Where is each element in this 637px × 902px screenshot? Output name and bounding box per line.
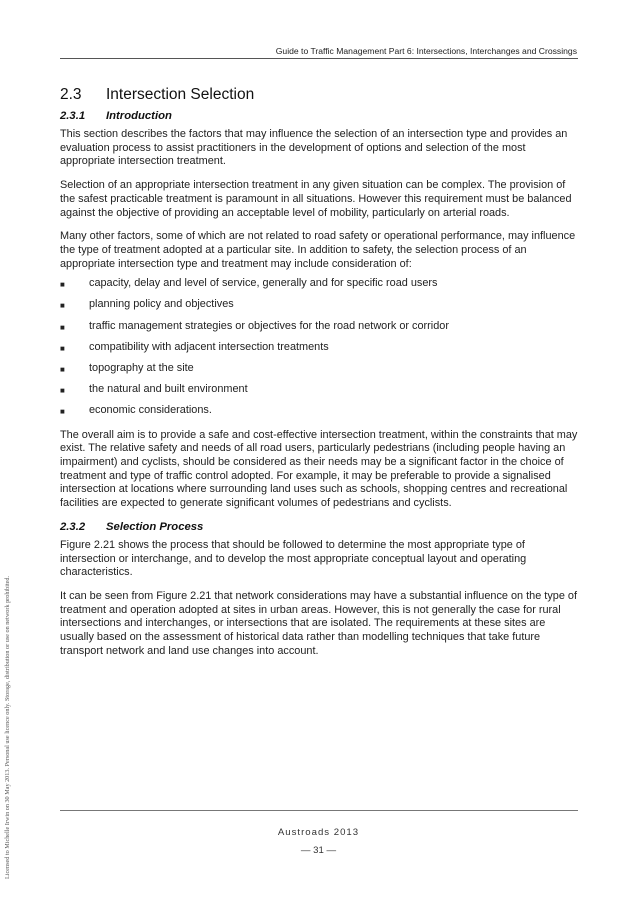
subsection-number: 2.3.2 <box>60 520 86 533</box>
list-item <box>60 341 578 356</box>
list-item-text: the natural and built environment <box>89 382 248 395</box>
bullet-icon: ■ <box>60 301 65 311</box>
section-number: 2.3 <box>60 86 82 103</box>
paragraph: The overall aim is to provide a safe and cost-effective intersection treatment, within the constraints that may exist. The relative safety and needs of all road users, particularly pedestrians (including people having an impairment) and cyclists, should be considered as their needs may be a significant factor in the choice of treatment and type of traffic control adopted. For example, it may be preferable to provide a signalised intersection at locations where surrounding land uses such as schools, shopping centres and recreational facilities are expected to generate significant volumes of pedestrians and cyclists. <box>60 428 578 510</box>
paragraph: This section describes the factors that may influence the selection of an intersection type and provides an evaluation process to assist practitioners in the development of options and selection of the most appropriate intersection treatment. <box>60 128 568 168</box>
paragraph: Selection of an appropriate intersection treatment in any given situation can be complex. The provision of the safest practicable treatment is paramount in all situations. However this requirement must be balanced against the objective of providing an acceptable level of mobility, particularly on arterial roads. <box>60 179 572 219</box>
subsection-heading-introduction <box>60 110 578 122</box>
bullet-icon: ■ <box>60 385 65 395</box>
list-item-text: planning policy and objectives <box>89 298 234 311</box>
list-item-text: traffic management strategies or objectives for the road network or corridor <box>89 319 449 332</box>
list-item <box>60 277 578 292</box>
bullet-icon: ■ <box>60 364 65 374</box>
subsection-number: 2.3.1 <box>60 110 86 122</box>
section-title: Intersection Selection <box>106 86 255 103</box>
page-content <box>60 86 578 668</box>
page-number: — 31 — <box>300 845 337 856</box>
list-item-text: compatibility with adjacent intersection treatments <box>89 340 329 353</box>
footer-rule <box>60 810 578 811</box>
list-item <box>60 298 578 313</box>
list-item-text: economic considerations. <box>89 403 212 416</box>
paragraph: Many other factors, some of which are not related to road safety or operational performance, may influence the type of treatment adopted at a particular site. In addition to safety, the selection process of an appropriate intersection type and treatment may include consideration of: <box>60 230 576 270</box>
footer-organisation: Austroads 2013 <box>277 827 360 838</box>
list-item-text: capacity, delay and level of service, generally and for specific road users <box>89 277 438 290</box>
subsection-title: Introduction <box>106 110 172 122</box>
paragraph: It can be seen from Figure 2.21 that network considerations may have a substantial influence on the type of treatment and operation adopted at sites in urban areas. However, this is not generally the case for rural intersections and interchanges, or intersections that are isolated. The requirements at these sites are usually based on the assessment of historical data rather than modelling techniques that take future transport network and land use changes into account. <box>60 589 578 657</box>
bullet-icon: ■ <box>60 343 65 353</box>
list-item <box>60 404 578 419</box>
list-item-text: topography at the site <box>89 361 194 374</box>
subsection-heading-selection-process <box>60 521 578 533</box>
licence-watermark: Licensed to Michelle Irwin on 30 May 2013. Personal use licence only. Storage, distribution or use on network prohibited. <box>4 575 11 879</box>
section-heading <box>60 86 578 104</box>
paragraph: Figure 2.21 shows the process that should be followed to determine the most appropriate type of intersection or interchange, and to develop the most appropriate conceptual layout and operating characteristics. <box>60 538 527 579</box>
list-item <box>60 362 578 377</box>
running-header: Guide to Traffic Management Part 6: Intersections, Interchanges and Crossings <box>275 46 577 56</box>
bullet-icon: ■ <box>60 280 65 290</box>
consideration-list <box>60 277 578 418</box>
list-item <box>60 383 578 398</box>
list-item <box>60 320 578 335</box>
bullet-icon: ■ <box>60 322 65 332</box>
subsection-title: Selection Process <box>106 520 204 533</box>
header-rule <box>60 58 578 59</box>
bullet-icon: ■ <box>60 406 65 416</box>
